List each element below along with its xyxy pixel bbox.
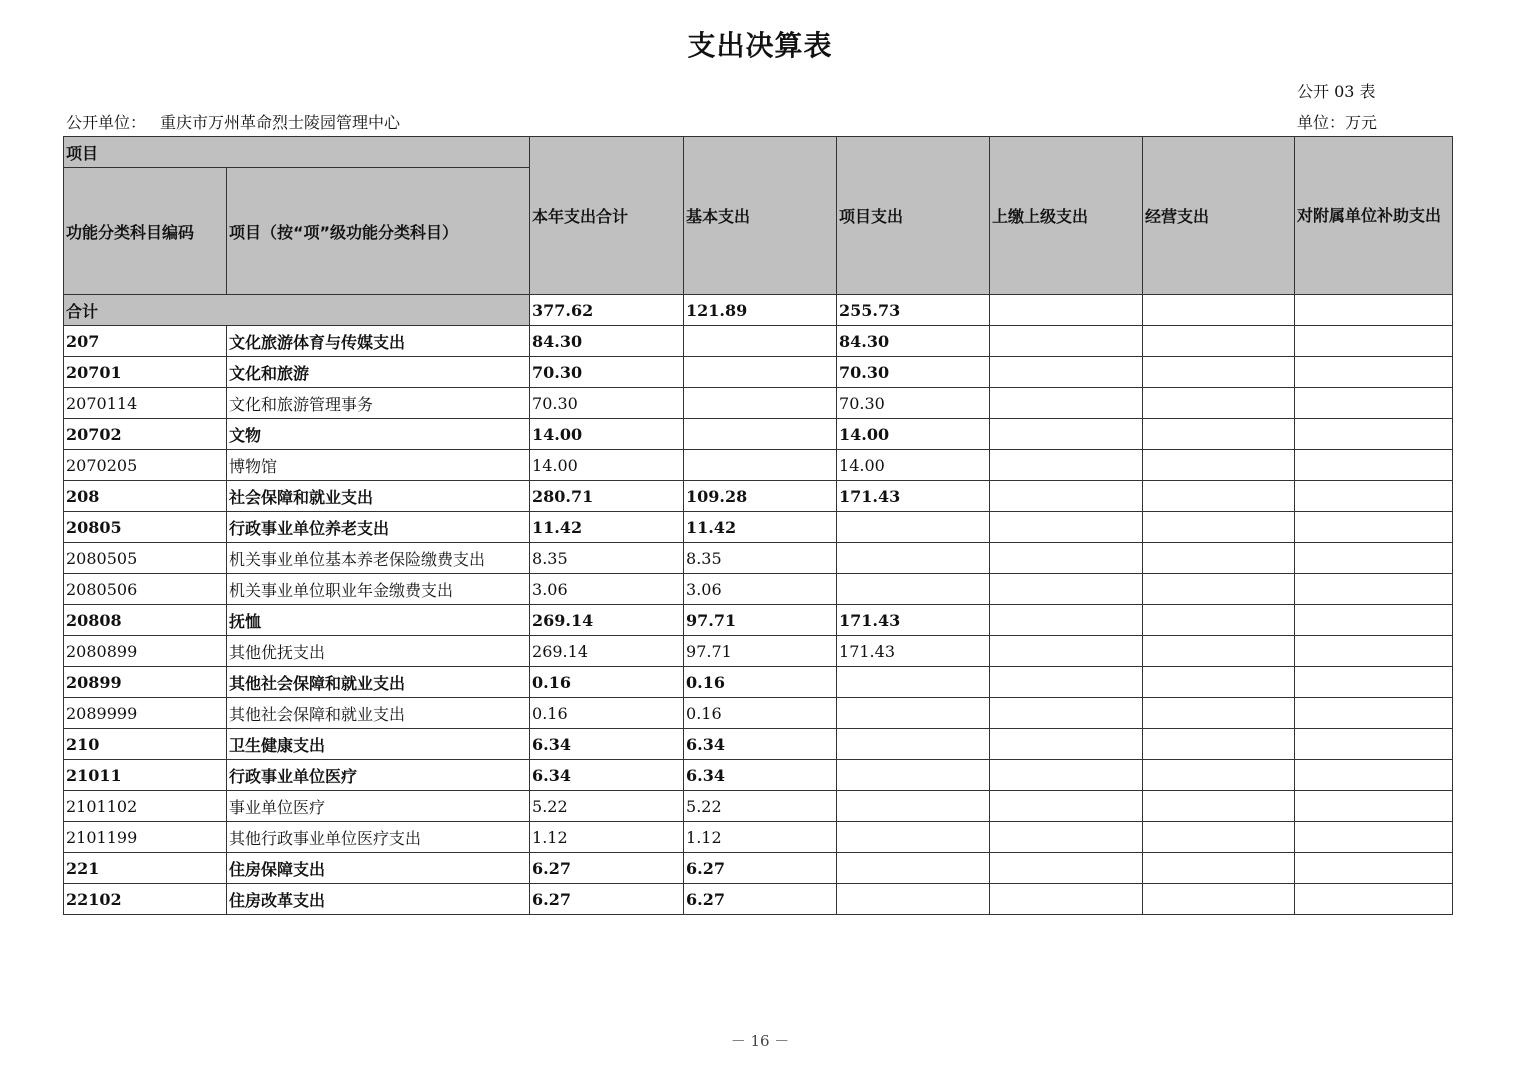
cell-upper: [990, 791, 1143, 822]
cell-project: [837, 667, 990, 698]
header-group-label: 项目: [64, 137, 530, 168]
header-name-label: 项目（按“项”级功能分类科目）: [227, 168, 530, 295]
table-row: [64, 357, 1453, 388]
cell-total: 0.16: [530, 698, 684, 729]
cell-name: 抚恤: [227, 605, 530, 636]
table-row: [64, 884, 1453, 915]
cell-name: 其他行政事业单位医疗支出: [227, 822, 530, 853]
cell-name: 行政事业单位医疗: [227, 760, 530, 791]
cell-code: 2070205: [64, 450, 227, 481]
cell-business: [1143, 357, 1295, 388]
cell-code: 20808: [64, 605, 227, 636]
cell-name: 文化旅游体育与传媒支出: [227, 326, 530, 357]
cell-subsidy: [1295, 388, 1453, 419]
total-cell-subsidy: [1295, 295, 1453, 326]
cell-project: 70.30: [837, 388, 990, 419]
cell-code: 2070114: [64, 388, 227, 419]
cell-total: 84.30: [530, 326, 684, 357]
cell-code: 20899: [64, 667, 227, 698]
header-col-basic: 基本支出: [684, 137, 837, 295]
header-col-business: 经营支出: [1143, 137, 1295, 295]
cell-project: [837, 698, 990, 729]
cell-subsidy: [1295, 791, 1453, 822]
cell-total: 6.27: [530, 853, 684, 884]
cell-total: 14.00: [530, 450, 684, 481]
table-row: [64, 636, 1453, 667]
table-row: [64, 419, 1453, 450]
cell-upper: [990, 853, 1143, 884]
cell-upper: [990, 605, 1143, 636]
table-row: [64, 481, 1453, 512]
cell-code: 22102: [64, 884, 227, 915]
cell-business: [1143, 326, 1295, 357]
header-col-project: 项目支出: [837, 137, 990, 295]
cell-name: 文物: [227, 419, 530, 450]
cell-code: 207: [64, 326, 227, 357]
cell-subsidy: [1295, 326, 1453, 357]
cell-basic: 3.06: [684, 574, 837, 605]
table-row: [64, 326, 1453, 357]
cell-total: 8.35: [530, 543, 684, 574]
cell-subsidy: [1295, 605, 1453, 636]
cell-project: 14.00: [837, 419, 990, 450]
cell-code: 2101199: [64, 822, 227, 853]
cell-total: 0.16: [530, 667, 684, 698]
cell-business: [1143, 698, 1295, 729]
table-row: [64, 853, 1453, 884]
header-col-total: 本年支出合计: [530, 137, 684, 295]
cell-total: 269.14: [530, 636, 684, 667]
cell-project: [837, 791, 990, 822]
cell-basic: [684, 388, 837, 419]
cell-basic: 6.27: [684, 853, 837, 884]
cell-business: [1143, 388, 1295, 419]
cell-project: [837, 729, 990, 760]
cell-subsidy: [1295, 512, 1453, 543]
table-row: [64, 698, 1453, 729]
cell-subsidy: [1295, 884, 1453, 915]
cell-project: 171.43: [837, 481, 990, 512]
header-col-subsidy: 对附属单位补助支出: [1295, 137, 1453, 295]
cell-subsidy: [1295, 450, 1453, 481]
cell-basic: 97.71: [684, 605, 837, 636]
cell-upper: [990, 357, 1143, 388]
cell-project: [837, 760, 990, 791]
cell-upper: [990, 450, 1143, 481]
cell-project: 171.43: [837, 636, 990, 667]
cell-total: 3.06: [530, 574, 684, 605]
cell-basic: 5.22: [684, 791, 837, 822]
total-cell-business: [1143, 295, 1295, 326]
cell-upper: [990, 574, 1143, 605]
total-cell-basic: 121.89: [684, 295, 837, 326]
total-cell-project: 255.73: [837, 295, 990, 326]
cell-name: 博物馆: [227, 450, 530, 481]
cell-upper: [990, 636, 1143, 667]
cell-basic: 0.16: [684, 698, 837, 729]
cell-name: 文化和旅游管理事务: [227, 388, 530, 419]
cell-code: 20805: [64, 512, 227, 543]
total-cell-total: 377.62: [530, 295, 684, 326]
cell-upper: [990, 481, 1143, 512]
table-row: [64, 574, 1453, 605]
cell-upper: [990, 388, 1143, 419]
cell-business: [1143, 791, 1295, 822]
cell-basic: 0.16: [684, 667, 837, 698]
cell-basic: 8.35: [684, 543, 837, 574]
cell-business: [1143, 853, 1295, 884]
cell-total: 5.22: [530, 791, 684, 822]
cell-total: 6.34: [530, 729, 684, 760]
cell-business: [1143, 574, 1295, 605]
money-unit: 单位：万元: [1297, 113, 1378, 132]
cell-code: 208: [64, 481, 227, 512]
cell-project: 14.00: [837, 450, 990, 481]
cell-total: 269.14: [530, 605, 684, 636]
cell-name: 机关事业单位基本养老保险缴费支出: [227, 543, 530, 574]
cell-code: 221: [64, 853, 227, 884]
cell-business: [1143, 419, 1295, 450]
cell-subsidy: [1295, 419, 1453, 450]
cell-subsidy: [1295, 853, 1453, 884]
cell-business: [1143, 450, 1295, 481]
cell-upper: [990, 760, 1143, 791]
cell-basic: 6.34: [684, 760, 837, 791]
table-row: [64, 388, 1453, 419]
cell-subsidy: [1295, 636, 1453, 667]
cell-basic: 6.27: [684, 884, 837, 915]
cell-name: 住房保障支出: [227, 853, 530, 884]
cell-project: [837, 822, 990, 853]
cell-business: [1143, 760, 1295, 791]
cell-basic: [684, 357, 837, 388]
cell-name: 其他社会保障和就业支出: [227, 698, 530, 729]
cell-total: 6.34: [530, 760, 684, 791]
cell-code: 2080506: [64, 574, 227, 605]
cell-name: 其他社会保障和就业支出: [227, 667, 530, 698]
header-code-label: 功能分类科目编码: [64, 168, 227, 295]
cell-basic: 97.71: [684, 636, 837, 667]
cell-subsidy: [1295, 822, 1453, 853]
cell-project: 84.30: [837, 326, 990, 357]
cell-project: 171.43: [837, 605, 990, 636]
page-title: 支出决算表: [687, 29, 833, 62]
cell-basic: [684, 450, 837, 481]
cell-code: 210: [64, 729, 227, 760]
cell-subsidy: [1295, 667, 1453, 698]
cell-basic: 11.42: [684, 512, 837, 543]
table-row: [64, 760, 1453, 791]
cell-name: 社会保障和就业支出: [227, 481, 530, 512]
total-cell-upper: [990, 295, 1143, 326]
cell-upper: [990, 512, 1143, 543]
cell-code: 21011: [64, 760, 227, 791]
cell-subsidy: [1295, 357, 1453, 388]
cell-code: 20701: [64, 357, 227, 388]
cell-upper: [990, 419, 1143, 450]
cell-business: [1143, 512, 1295, 543]
cell-upper: [990, 543, 1143, 574]
cell-total: 6.27: [530, 884, 684, 915]
cell-code: 2080505: [64, 543, 227, 574]
cell-subsidy: [1295, 729, 1453, 760]
cell-upper: [990, 729, 1143, 760]
table-row: [64, 605, 1453, 636]
cell-total: 70.30: [530, 357, 684, 388]
cell-upper: [990, 698, 1143, 729]
cell-upper: [990, 822, 1143, 853]
cell-business: [1143, 543, 1295, 574]
cell-total: 280.71: [530, 481, 684, 512]
cell-business: [1143, 884, 1295, 915]
cell-project: [837, 853, 990, 884]
cell-basic: 109.28: [684, 481, 837, 512]
table-row: [64, 729, 1453, 760]
cell-project: 70.30: [837, 357, 990, 388]
expenditure-table: [63, 136, 1453, 915]
cell-name: 文化和旅游: [227, 357, 530, 388]
cell-subsidy: [1295, 760, 1453, 791]
cell-business: [1143, 605, 1295, 636]
cell-project: [837, 512, 990, 543]
cell-basic: 6.34: [684, 729, 837, 760]
table-row: [64, 512, 1453, 543]
cell-upper: [990, 667, 1143, 698]
table-row: [64, 450, 1453, 481]
cell-upper: [990, 326, 1143, 357]
reporting-unit-name: 重庆市万州革命烈士陵园管理中心: [160, 113, 401, 132]
reporting-unit: [66, 110, 400, 133]
cell-name: 住房改革支出: [227, 884, 530, 915]
cell-business: [1143, 729, 1295, 760]
cell-total: 70.30: [530, 388, 684, 419]
header-col-upper: 上缴上级支出: [990, 137, 1143, 295]
cell-basic: [684, 326, 837, 357]
cell-name: 机关事业单位职业年金缴费支出: [227, 574, 530, 605]
cell-subsidy: [1295, 543, 1453, 574]
cell-code: 20702: [64, 419, 227, 450]
form-number: 公开 03 表: [1297, 82, 1376, 101]
cell-total: 14.00: [530, 419, 684, 450]
cell-code: 2089999: [64, 698, 227, 729]
cell-code: 2101102: [64, 791, 227, 822]
cell-total: 1.12: [530, 822, 684, 853]
cell-basic: 1.12: [684, 822, 837, 853]
table-row: [64, 543, 1453, 574]
cell-name: 其他优抚支出: [227, 636, 530, 667]
cell-subsidy: [1295, 574, 1453, 605]
cell-subsidy: [1295, 481, 1453, 512]
cell-upper: [990, 884, 1143, 915]
cell-business: [1143, 636, 1295, 667]
cell-business: [1143, 481, 1295, 512]
header-row-group: [64, 137, 1453, 168]
cell-total: 11.42: [530, 512, 684, 543]
cell-name: 卫生健康支出: [227, 729, 530, 760]
cell-basic: [684, 419, 837, 450]
table-row: [64, 667, 1453, 698]
cell-business: [1143, 822, 1295, 853]
cell-name: 行政事业单位养老支出: [227, 512, 530, 543]
cell-business: [1143, 667, 1295, 698]
cell-project: [837, 884, 990, 915]
cell-project: [837, 543, 990, 574]
cell-code: 2080899: [64, 636, 227, 667]
reporting-unit-label: 公开单位：: [66, 113, 147, 132]
cell-subsidy: [1295, 698, 1453, 729]
cell-project: [837, 574, 990, 605]
total-label: 合计: [64, 295, 530, 326]
table-row: [64, 822, 1453, 853]
total-row: [64, 295, 1453, 326]
cell-name: 事业单位医疗: [227, 791, 530, 822]
table-row: [64, 791, 1453, 822]
page-number: － 16 －: [730, 1032, 790, 1050]
